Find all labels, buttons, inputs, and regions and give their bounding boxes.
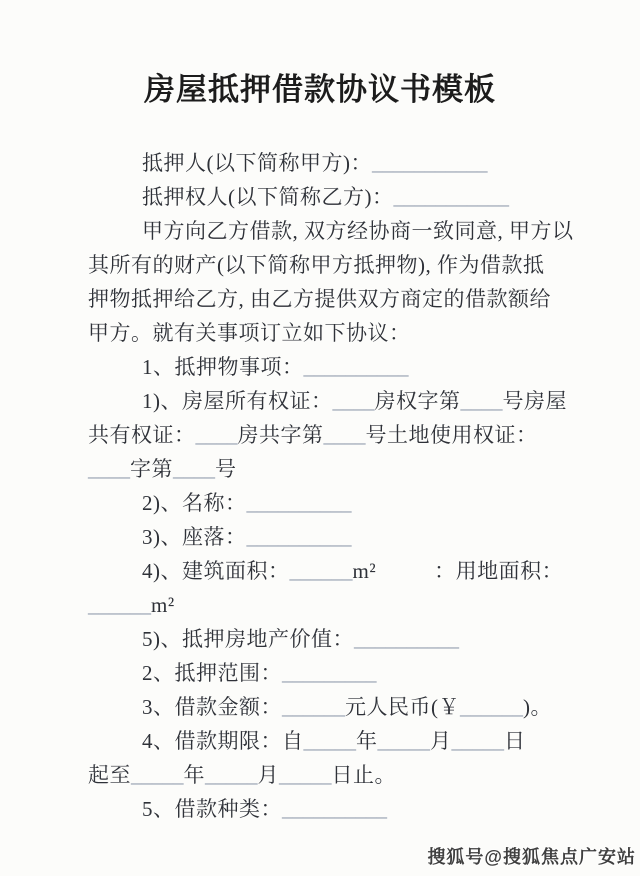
document-line [88, 384, 630, 418]
document-line [88, 724, 630, 758]
text-run: 年 [183, 763, 205, 787]
spacer [376, 577, 434, 578]
text-run: m² [151, 593, 175, 617]
blank-underline: _____ [205, 763, 258, 787]
text-run: m² [352, 559, 377, 583]
text-run: 2、抵押范围： [142, 661, 282, 685]
document-line [88, 350, 630, 384]
watermark: 搜狐号@搜狐焦点广安站 [427, 847, 636, 867]
text-run: 号 [215, 457, 237, 481]
text-run: 共有权证： [88, 423, 196, 447]
blank-underline: _________ [282, 661, 377, 685]
document-line [88, 792, 630, 826]
blank-underline: _____ [131, 763, 184, 787]
document-line [88, 248, 630, 282]
text-run: 5)、抵押房地产价值： [142, 627, 354, 651]
document-line [88, 214, 630, 248]
document-line [88, 418, 630, 452]
page-title: 房屋抵押借款协议书模板 [144, 72, 496, 107]
document-line [88, 554, 630, 588]
document-line [88, 622, 630, 656]
blank-underline: ______ [282, 695, 345, 719]
document-line [88, 282, 630, 316]
text-run: 4)、建筑面积： [142, 559, 290, 583]
text-run: 甲方。就有关事项订立如下协议： [88, 321, 411, 345]
document-line [88, 452, 630, 486]
document-line [88, 520, 630, 554]
blank-underline: _____ [451, 729, 504, 753]
text-run: 抵押权人(以下简称乙方)： [142, 185, 394, 209]
blank-underline: ___________ [372, 151, 488, 175]
text-run: 抵押人(以下简称甲方)： [142, 151, 372, 175]
document-line [88, 588, 630, 622]
blank-underline: __________ [246, 525, 352, 549]
text-run: 房权字第 [374, 389, 461, 413]
text-run: 1)、房屋所有权证： [142, 389, 333, 413]
text-run: ：用地面积： [434, 559, 564, 583]
blank-underline: ____ [195, 423, 238, 447]
text-run: 4、借款期限：自 [142, 729, 304, 753]
blank-underline: _____ [279, 763, 332, 787]
text-run: 1、抵押物事项： [142, 355, 304, 379]
text-run: 号房屋 [502, 389, 567, 413]
blank-underline: ______ [460, 695, 523, 719]
text-run: 3、借款金额： [142, 695, 282, 719]
blank-underline: ______ [88, 593, 151, 617]
text-run: 起至 [88, 763, 131, 787]
text-run: 甲方向乙方借款, 双方经协商一致同意, 甲方以 [142, 219, 574, 243]
document-line [88, 690, 630, 724]
text-run: 日止。 [331, 763, 396, 787]
document-line [88, 180, 630, 214]
blank-underline: ______ [289, 559, 353, 583]
document-line [88, 316, 630, 350]
text-run: 5、借款种类： [142, 797, 282, 821]
text-run: 3)、座落： [142, 525, 247, 549]
text-run: 2)、名称： [142, 491, 247, 515]
blank-underline: ___________ [393, 185, 509, 209]
text-run: 号土地使用权证： [365, 423, 538, 447]
text-run: 元人民币(￥ [345, 695, 460, 719]
document-line [88, 758, 630, 792]
blank-underline: __________ [303, 355, 409, 379]
blank-underline: __________ [246, 491, 352, 515]
text-run: 其所有的财产(以下简称甲方抵押物), 作为借款抵 [88, 253, 545, 277]
document-line [88, 146, 630, 180]
text-run: 字第 [130, 457, 173, 481]
text-run: 房共字第 [237, 423, 324, 447]
text-run: 月 [430, 729, 452, 753]
blank-underline: ____ [332, 389, 375, 413]
blank-underline: __________ [354, 627, 459, 651]
blank-underline: ____ [323, 423, 366, 447]
blank-underline: ____ [88, 457, 130, 481]
text-run: 日 [504, 729, 526, 753]
document-line [88, 486, 630, 520]
document-body [0, 146, 640, 826]
text-run: 年 [356, 729, 378, 753]
blank-underline: _____ [303, 729, 356, 753]
blank-underline: ____ [173, 457, 215, 481]
text-run: 月 [257, 763, 279, 787]
text-run: )。 [523, 695, 552, 719]
blank-underline: __________ [282, 797, 387, 821]
blank-underline: ____ [460, 389, 503, 413]
document-line [88, 656, 630, 690]
blank-underline: _____ [377, 729, 430, 753]
text-run: 押物抵押给乙方, 由乙方提供双方商定的借款额给 [88, 287, 551, 311]
